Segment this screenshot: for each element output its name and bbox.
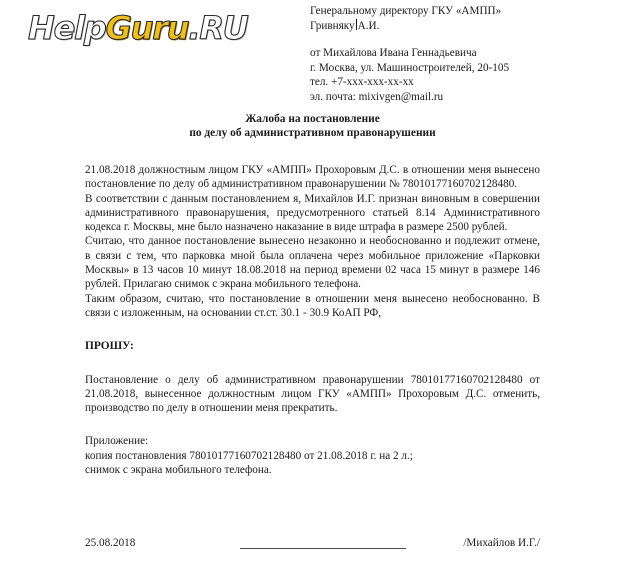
signature-line xyxy=(240,548,406,549)
applicant-email: эл. почта: mixivgen@mail.ru xyxy=(310,90,444,103)
attachment-item-2: снимок с экрана мобильного телефона. xyxy=(85,464,272,477)
body-paragraph-4: Таким образом, считаю, что постановление в отношении меня вынесено необоснованно. В связи с изложенным, на основании ст.ст. 30.1 - 30.9 КоАП РФ, xyxy=(85,292,540,319)
addressee-block xyxy=(310,4,610,33)
signature-date: 25.08.2018 xyxy=(85,537,136,549)
signature-name: /Михайлов И.Г./ xyxy=(463,537,540,549)
attachments-heading: Приложение: xyxy=(85,435,149,448)
document-title xyxy=(85,112,540,140)
applicant-name: от Михайлова Ивана Геннадьевича xyxy=(310,47,477,60)
document-body xyxy=(85,163,540,477)
body-paragraph-1: 21.08.2018 должностным лицом ГКУ «АМПП» Прохоровым Д.С. в отношении меня вынесено постановление по делу об административном правонарушении № 78010177160702128480. xyxy=(85,164,540,191)
text-cursor-caret xyxy=(356,19,357,30)
applicant-phone: тел. +7-xxx-xxx-xx-xx xyxy=(310,76,414,89)
request-paragraph: Постановление о делу об административном правонарушении 78010177160702128480 от 21.08.2018, вынесенное должностным лицом ГКУ «АМПП» Прохоровым Д.С. отменить, производство по делу в отношении меня прекратить. xyxy=(85,373,540,415)
logo-text-ru: .RU xyxy=(188,9,248,47)
applicant-address: г. Москва, ул. Машиностроителей, 20-105 xyxy=(310,61,510,74)
applicant-block xyxy=(310,46,610,104)
body-paragraph-2: В соответствии с данным постановлением я, Михайлов И.Г. признан виновным в совершении административного правонарушения, предусмотренного статьей 8.14 Административного кодекса г. Москвы, мне было назначено наказание в виде штрафа в размере 2500 рублей. xyxy=(85,192,540,234)
addressee-line-2 xyxy=(310,19,610,34)
document-title-line-1: Жалоба на постановление xyxy=(245,113,380,125)
body-paragraph-3: Считаю, что данное постановление вынесено незаконно и необоснованно и подлежит отмене, в связи с тем, что парковка мной была оплачена через мобильное приложение «Парковки Москвы» в 13 часов 10 минут 18.08.2018 на период времени 02 часа 15 минут в размере 146 рублей. Прилагаю снимок с экрана мобильного телефона. xyxy=(85,235,540,291)
attachment-item-1: копия постановления 78010177160702128480 от 21.08.2018 г. на 2 л.; xyxy=(85,449,413,462)
request-heading: ПРОШУ: xyxy=(85,340,134,353)
logo-text-guru: Guru xyxy=(105,9,189,47)
letterhead xyxy=(310,4,610,105)
document-title-line-2: по делу об административном правонарушении xyxy=(189,127,436,139)
addressee-initials: А.И. xyxy=(357,19,380,32)
site-logo-watermark xyxy=(28,9,248,47)
attachments-block xyxy=(85,434,540,477)
addressee-line-1: Генеральному директору ГКУ «АМПП» xyxy=(310,5,502,17)
spacer-after-request-heading xyxy=(85,354,540,373)
logo-text-help: Help xyxy=(28,9,106,47)
spacer-before-request-heading xyxy=(85,320,540,339)
spacer-before-attachments xyxy=(85,415,540,434)
addressee-surname: Гривняку xyxy=(310,19,355,32)
